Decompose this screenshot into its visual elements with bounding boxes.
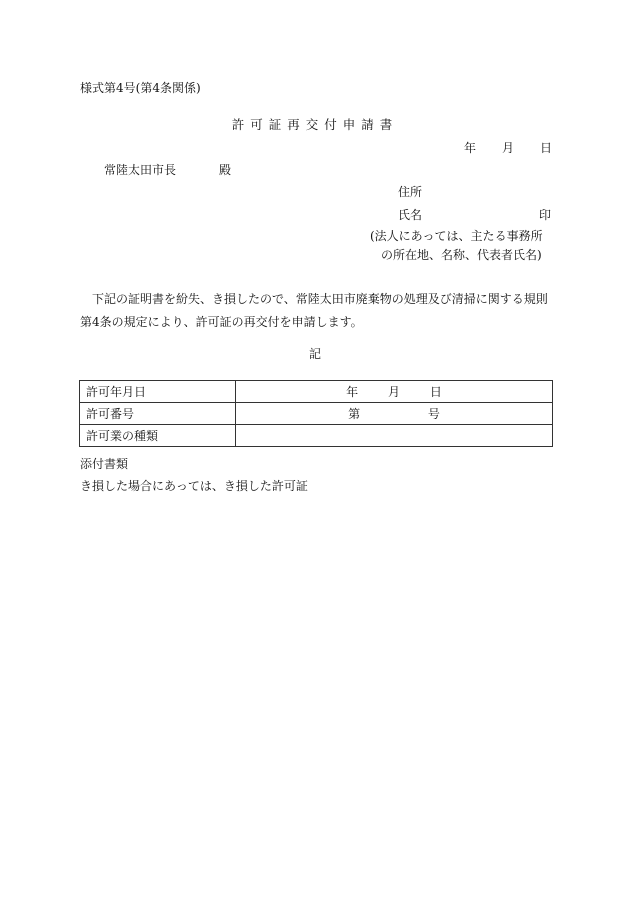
business-type-value	[236, 425, 553, 447]
business-type-label: 許可業の種類	[80, 425, 236, 447]
date-year-label: 年	[464, 141, 477, 155]
request-statement: 下記の証明書を紛失、き損したので、常陸太田市廃棄物の処理及び清掃に関する規則第4条の規定により、許可証の再交付を申請します。	[80, 292, 548, 329]
application-date	[464, 140, 553, 156]
permit-info-table	[79, 380, 553, 447]
table-row	[80, 403, 553, 425]
permit-date-year: 年	[346, 385, 359, 399]
seal-mark: 印	[539, 208, 552, 222]
permit-date-day: 日	[429, 385, 442, 399]
table-row	[80, 425, 553, 447]
date-month-label: 月	[502, 141, 515, 155]
permit-number-suffix: 号	[427, 407, 440, 421]
attachment-text: き損した場合にあっては、き損した許可証	[80, 479, 308, 493]
name-label: 氏名	[398, 208, 423, 222]
form-number-label: 様式第4号(第4条関係)	[80, 81, 201, 95]
address-label: 住所	[398, 185, 423, 199]
document-title: 許可証再交付申請書	[231, 117, 399, 132]
permit-date-value	[236, 381, 553, 403]
addressee-honorific: 殿	[219, 163, 232, 177]
corporate-note-line-1: (法人にあっては、主たる事務所	[370, 229, 543, 243]
table-row	[80, 381, 553, 403]
permit-number-value	[236, 403, 553, 425]
corporate-note-line-2: の所在地、名称、代表者氏名)	[381, 248, 542, 262]
date-day-label: 日	[540, 141, 553, 155]
ki-heading: 記	[308, 347, 321, 361]
attachment-heading: 添付書類	[80, 457, 129, 471]
permit-number-prefix: 第	[348, 407, 361, 421]
permit-number-label: 許可番号	[80, 403, 236, 425]
permit-date-label: 許可年月日	[80, 381, 236, 403]
addressee-name: 常陸太田市長	[104, 163, 177, 177]
permit-date-month: 月	[387, 385, 400, 399]
